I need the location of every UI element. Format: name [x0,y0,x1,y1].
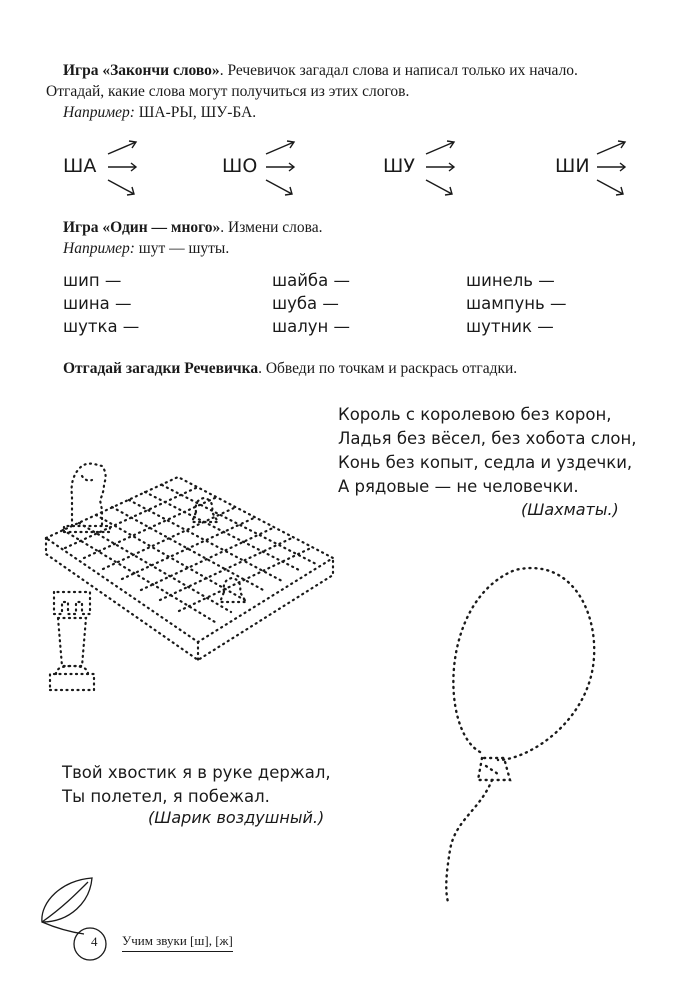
game1-line1: Игра «Закончи слово». Речевичок загадал слова и написал только их начало. [63,62,578,79]
syllable-sha: ША [63,155,97,177]
riddle1-poem [338,403,678,499]
syllable-sho: ШО [222,155,258,177]
riddle2-answer: (Шарик воздушный.) [148,808,325,827]
poem-line: Конь без копыт, седла и уздечки, [338,453,633,472]
poem-line: Ладья без вёсел, без хобота слон, [338,429,637,448]
poem-line: Ты полетел, я побежал. [62,787,270,806]
game1-line2: Отгадай, какие слова могут получиться из этих слогов. [46,83,410,100]
game2-line1: Игра «Один — много». Измени слова. [63,219,323,236]
arrows-icon [262,140,298,198]
page-number: 4 [91,934,98,949]
arrows-icon [104,140,140,198]
syllable-shu: ШУ [383,155,415,177]
footer-title: Учим звуки [ш], [ж] [122,933,233,952]
word-item: шинель — [466,271,555,290]
word-item: шутка — [63,317,140,336]
chess-dotted-illustration [28,452,358,702]
game1-example: Например: ША-РЫ, ШУ-БА. [63,104,257,121]
word-item: шалун — [272,317,351,336]
arrows-icon [593,140,629,198]
poem-line: А рядовые — не человечки. [338,477,579,496]
word-item: шина — [63,294,132,313]
game1-title: Игра «Закончи слово» [63,62,220,79]
riddle1-answer: (Шахматы.) [521,500,619,519]
poem-line: Король с королевою без корон, [338,405,612,424]
game1-instructions [46,60,663,123]
game2-example: Например: шут — шуты. [63,240,230,257]
riddle2-poem [62,761,392,809]
word-item: шип — [63,271,122,290]
arrows-icon [422,140,458,198]
riddles-title: Отгадай загадки Речевичка [63,360,259,377]
word-item: шайба — [272,271,350,290]
riddles-instructions: Отгадай загадки Речевичка. Обведи по точкам и раскрась отгадки. [63,360,518,377]
word-item: шутник — [466,317,554,336]
leaf-ornament-icon [22,872,112,972]
word-item: шуба — [272,294,339,313]
syllable-shi: ШИ [555,155,590,177]
poem-line: Твой хвостик я в руке держал, [62,763,331,782]
game2-title: Игра «Один — много» [63,219,221,236]
game2-instructions [63,217,663,259]
word-item: шампунь — [466,294,567,313]
balloon-dotted-illustration [420,560,620,905]
